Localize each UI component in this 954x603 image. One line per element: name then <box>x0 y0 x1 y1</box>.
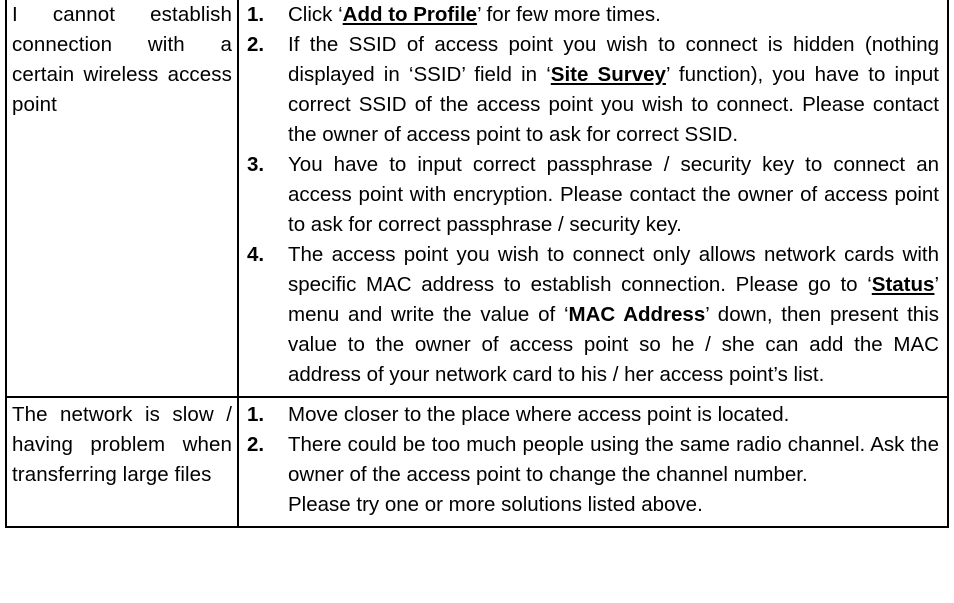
table-body <box>6 0 948 527</box>
list-item <box>245 430 939 490</box>
emphasis-add-to-profile: Add to Profile <box>342 3 478 26</box>
text-segment: There could be too much people using the same radio channel. Ask the owner of the access point to change the channel number. <box>288 433 939 486</box>
list-item <box>245 240 939 390</box>
symptom-cell <box>6 0 238 397</box>
text-segment: You have to input correct passphrase / security key to connect an access point with encryption. Please contact the owner of access point to ask for correct passphrase / security key. <box>288 153 939 236</box>
symptom-cell <box>6 397 238 527</box>
list-item-number: 2. <box>247 33 265 56</box>
symptom-text: I cannot establish connection with a certain wireless access point <box>12 3 232 116</box>
text-segment: Move closer to the place where access point is located. <box>288 403 790 426</box>
text-segment: If the SSID of access point you wish to connect is hidden (nothing displayed in ‘SSID’ field in ‘ <box>288 33 939 86</box>
solution-cell <box>238 397 948 527</box>
list-item <box>245 150 939 240</box>
list-item-number: 1. <box>247 403 265 426</box>
text-segment: ’ function), you have to input correct SSID of the access point you wish to connect. Please contact the owner of access point to ask for correct SSID. <box>288 63 940 146</box>
text-segment: ’ menu and write the value of ‘ <box>288 273 939 326</box>
list-item-text <box>288 3 661 26</box>
closing-note: Please try one or more solutions listed above. <box>288 493 703 516</box>
list-item-number: 1. <box>247 3 265 26</box>
list-item-text <box>288 33 939 146</box>
troubleshooting-table <box>5 0 949 528</box>
text-segment: Click ‘ <box>288 3 343 26</box>
table-row <box>6 0 948 397</box>
list-item <box>245 400 939 430</box>
solution-list <box>245 0 939 390</box>
list-item-text <box>288 403 789 426</box>
solution-cell <box>238 0 948 397</box>
solution-list <box>245 400 939 490</box>
list-item-number: 2. <box>247 433 265 456</box>
text-segment: The access point you wish to connect only allows network cards with specific MAC address to establish connection. Please go to ‘ <box>288 243 939 296</box>
list-item-text <box>288 433 939 486</box>
symptom-text: The network is slow / having problem when transferring large files <box>12 403 232 486</box>
list-item-number: 3. <box>247 153 265 176</box>
emphasis-mac-address: MAC Address <box>568 303 706 326</box>
emphasis-site-survey: Site Survey <box>550 63 666 86</box>
list-item <box>245 30 939 150</box>
list-item-text <box>288 243 939 386</box>
text-segment: ’ for few more times. <box>477 3 661 26</box>
list-item-number: 4. <box>247 243 265 266</box>
text-segment: ’ down, then present this value to the owner of access point so he / she can add the MAC address of your network card to his / her access point’s list. <box>288 303 939 386</box>
list-item-text <box>288 153 939 236</box>
table-row <box>6 397 948 527</box>
list-item <box>245 0 939 30</box>
emphasis-status: Status <box>871 273 935 296</box>
